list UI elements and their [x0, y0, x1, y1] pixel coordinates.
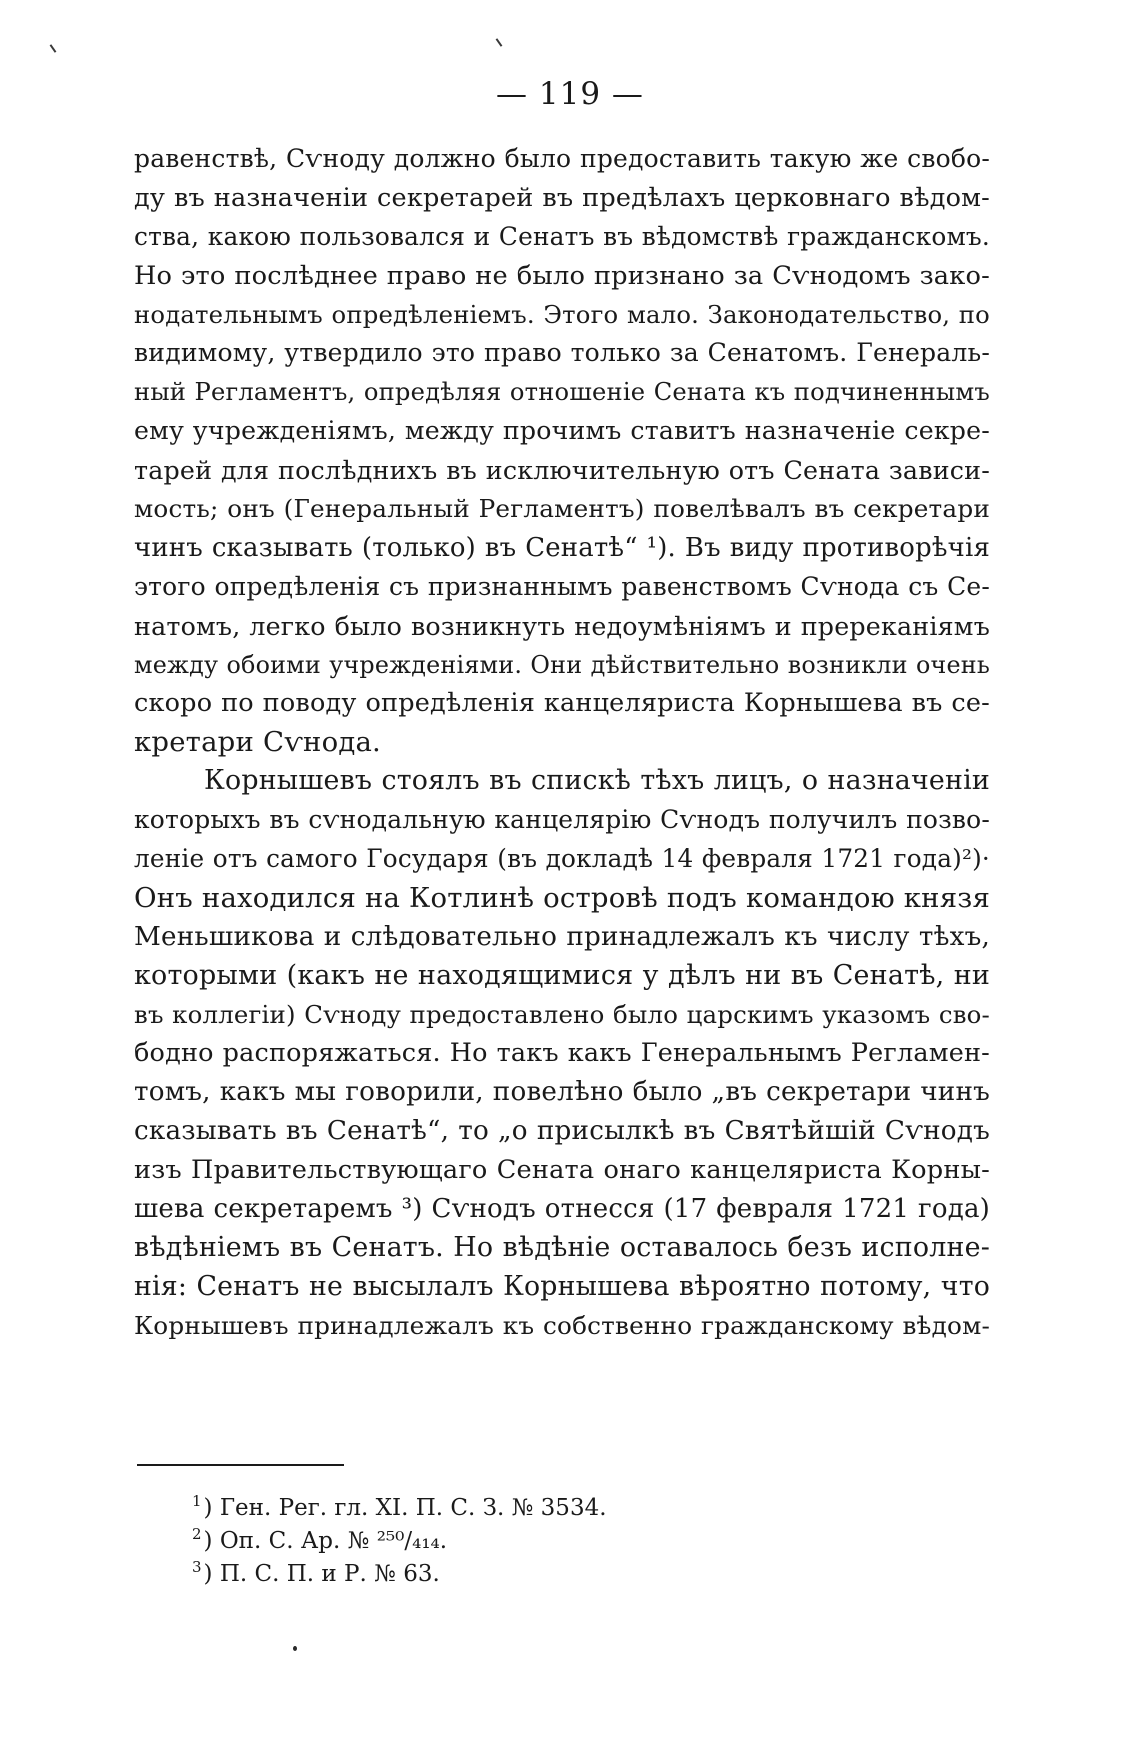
text-line: Онъ находился на Котлинѣ островѣ подъ командою князя [134, 881, 990, 914]
footnote-marker: 3 [192, 1558, 202, 1577]
text-line: равенствѣ, Сѵноду должно было предоставить такую же свобо- [134, 144, 990, 173]
footnote-marker: 2 [192, 1525, 202, 1544]
text-line: вѣдѣніемъ въ Сенатъ. Но вѣдѣніе оставалось безъ исполне- [134, 1231, 990, 1263]
footnote-text: ) Оп. С. Ар. № ²⁵⁰/₄₁₄. [203, 1528, 448, 1554]
text-line: сказывать въ Сенатѣ“, то „о присылкѣ въ Святѣйшій Сѵнодъ [134, 1116, 990, 1147]
text-line: ный Регламентъ, опредѣляя отношеніе Сената къ подчиненнымъ [134, 378, 990, 407]
text-line: въ коллегіи) Сѵноду предоставлено было царскимъ указомъ сво- [134, 999, 990, 1029]
text-line: видимому, утвердило это право только за Сенатомъ. Генераль- [134, 338, 990, 368]
page-number: — 119 — [496, 76, 644, 112]
text-line: ства, какою пользовался и Сенатъ въ вѣдомствѣ гражданскомъ. [134, 221, 990, 251]
footnote-text: ) П. С. П. и Р. № 63. [203, 1561, 440, 1587]
footnotes [192, 1492, 792, 1591]
footnote-divider [137, 1464, 344, 1466]
footnote-2 [192, 1525, 792, 1558]
text-line: томъ, какъ мы говорили, повелѣно было „въ секретари чинъ [134, 1077, 990, 1108]
text-line: натомъ, легко было возникнуть недоумѣніямъ и пререканіямъ [134, 610, 990, 641]
footnote-text: ) Ген. Рег. гл. XI. П. С. З. № 3534. [203, 1495, 607, 1521]
text-line: Меньшикова и слѣдовательно принадлежалъ къ числу тѣхъ, [134, 921, 990, 952]
scan-speck [496, 38, 503, 47]
text-line: тарей для послѣднихъ въ исключительную отъ Сената зависи- [134, 455, 990, 486]
text-line: Корнышевъ принадлежалъ къ собственно гражданскому вѣдом- [134, 1310, 990, 1340]
text-line: Но это послѣднее право не было признано за Сѵнодомъ зако- [134, 260, 990, 291]
footnote-1 [192, 1492, 792, 1525]
footnote-3 [192, 1558, 792, 1591]
text-line: бодно распоряжаться. Но такъ какъ Генеральнымъ Регламен- [134, 1038, 990, 1069]
text-line: этого опредѣленія съ признаннымъ равенствомъ Сѵнода съ Се- [134, 571, 990, 601]
text-line: мость; онъ (Генеральный Регламентъ) повелѣвалъ въ секретари [134, 494, 990, 524]
text-line: между обоими учрежденіями. Они дѣйствительно возникли очень [134, 650, 990, 679]
text-line: ду въ назначеніи секретарей въ предѣлахъ церковнаго вѣдом- [134, 182, 990, 213]
text-line: чинъ сказывать (только) въ Сенатѣ“ ¹). Въ виду противорѣчія [134, 532, 990, 563]
text-line: кретари Сѵнода. [134, 726, 381, 759]
text-line: леніе отъ самого Государя (въ докладѣ 14 февраля 1721 года)²)· [134, 844, 990, 874]
text-line: нодательнымъ опредѣленіемъ. Этого мало. Законодательство, по [134, 299, 990, 329]
body-text [134, 140, 990, 1346]
scan-speck [293, 1646, 297, 1651]
paragraph-start-line: Корнышевъ стоялъ въ спискѣ тѣхъ лицъ, о назначеніи [204, 765, 990, 797]
text-line: шева секретаремъ ³) Сѵнодъ отнесся (17 февраля 1721 года) [134, 1194, 990, 1225]
footnote-marker: 1 [192, 1492, 202, 1511]
text-line: которыми (какъ не находящимися у дѣлъ ни въ Сенатѣ, ни [134, 959, 990, 991]
scan-speck [50, 44, 57, 53]
text-line: изъ Правительствующаго Сената онаго канцеляриста Корны- [134, 1155, 990, 1186]
text-line: скоро по поводу опредѣленія канцеляриста Корнышева въ се- [134, 688, 990, 719]
text-line: нія: Сенатъ не высылалъ Корнышева вѣроятно потому, что [134, 1270, 990, 1302]
text-line: ему учрежденіямъ, между прочимъ ставитъ назначеніе секре- [134, 416, 990, 446]
text-line: которыхъ въ сѵнодальную канцелярію Сѵнодъ получилъ позво- [134, 805, 990, 835]
